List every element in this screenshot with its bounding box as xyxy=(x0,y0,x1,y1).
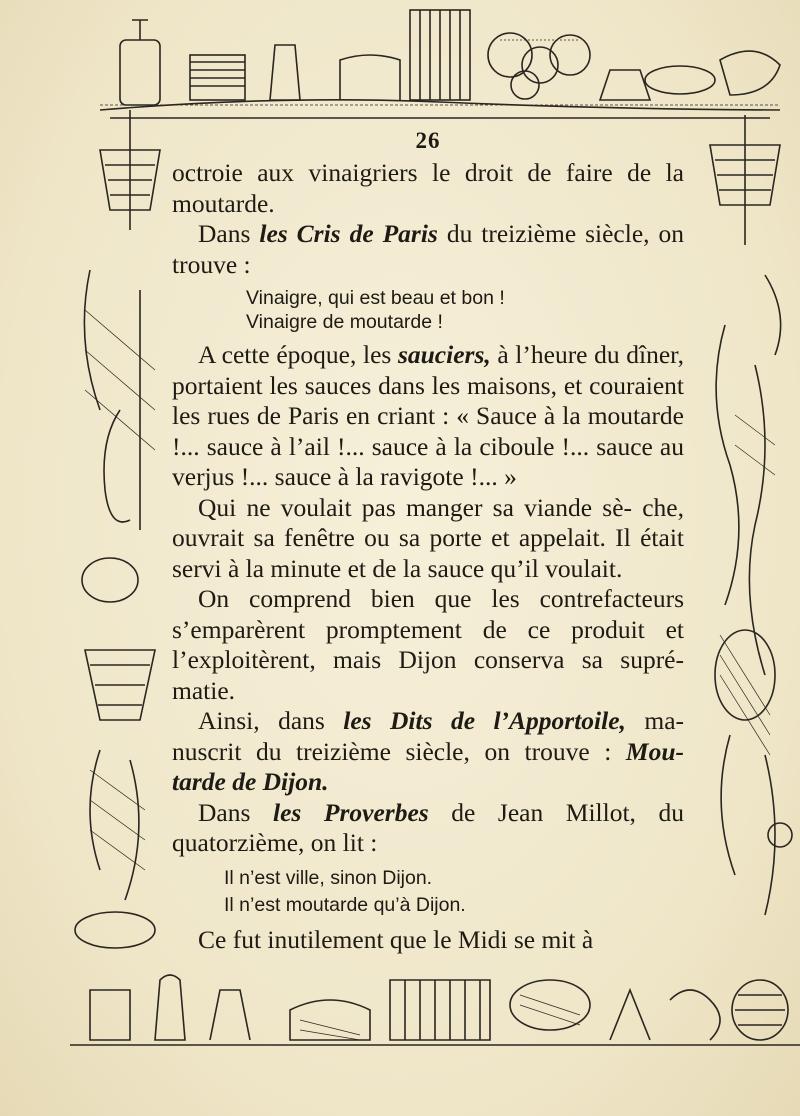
paragraph-3-lead: A cette époque, les xyxy=(198,340,398,369)
bottom-engraving xyxy=(70,950,800,1060)
verse-dijon xyxy=(224,865,684,919)
paragraph-7-lead: Dans xyxy=(198,797,273,827)
work-title-cris-de-paris: les Cris de Paris xyxy=(259,219,438,248)
paragraph-1 xyxy=(172,158,684,219)
term-sauciers: sauciers, xyxy=(397,340,491,369)
work-title-dits-apportoile: les Dits de l’Apportoile, xyxy=(343,706,626,735)
paragraph-3-tail: à l’heure du dîner, portaient les sauces dans les maisons, et couraient les rues de Paris en criant : « Sauce à la moutarde !... sauce à l’ail !... sauce à la ciboule !... sauce au verjus !... sauce à la ravigote !... » xyxy=(172,340,684,491)
term-moutarde-de-dijon: Mou- tarde de Dijon. xyxy=(172,736,684,796)
paragraph-7-tail: de Jean Millot, du quatorzième, on lit : xyxy=(172,797,684,857)
paragraph-6 xyxy=(172,706,684,798)
paragraph-8-text: Ce fut inutilement que le Midi se mit à xyxy=(198,924,594,954)
top-engraving xyxy=(80,0,795,122)
paragraph-3 xyxy=(172,340,684,493)
right-engraving xyxy=(695,115,795,965)
page-number: 26 xyxy=(415,128,441,153)
paragraph-7 xyxy=(172,798,684,859)
verse-line: Vinaigre, qui est beau et bon ! xyxy=(246,287,505,309)
verse-line: Il n’est ville, sinon Dijon. xyxy=(224,866,433,889)
verse-line: Vinaigre de moutarde ! xyxy=(246,311,443,333)
paragraph-6-lead: Ainsi, dans xyxy=(198,706,344,735)
verse-vinaigre xyxy=(246,286,684,334)
paragraph-6-middle: ma- nuscrit du treizième siècle, on trouve : xyxy=(172,706,685,766)
left-engraving xyxy=(70,110,165,960)
text-block xyxy=(172,128,684,955)
paragraph-1-text: octroie aux vinaigriers le droit de faire de la moutarde. xyxy=(172,158,684,218)
paragraph-2 xyxy=(172,219,684,280)
paragraph-4 xyxy=(172,493,684,585)
verse-line: Il n’est moutarde qu’à Dijon. xyxy=(224,893,466,916)
paragraph-5-text: On comprend bien que les contrefacteurs s’emparèrent promptement de ce produit et l’exploitèrent, mais Dijon conserva sa supré- matie. xyxy=(172,584,684,705)
work-title-proverbes: les Proverbes xyxy=(272,797,429,827)
paragraph-4-text: Qui ne voulait pas manger sa viande sè- che, ouvrait sa fenêtre ou sa porte et appelait. Il était servi à la minute et de la sauce qu’il voulait. xyxy=(172,492,684,583)
paragraph-5 xyxy=(172,584,684,706)
paragraph-2-tail: du treizième siècle, on trouve : xyxy=(172,219,684,279)
paragraph-8 xyxy=(172,925,684,956)
paragraph-2-lead: Dans xyxy=(198,219,260,248)
